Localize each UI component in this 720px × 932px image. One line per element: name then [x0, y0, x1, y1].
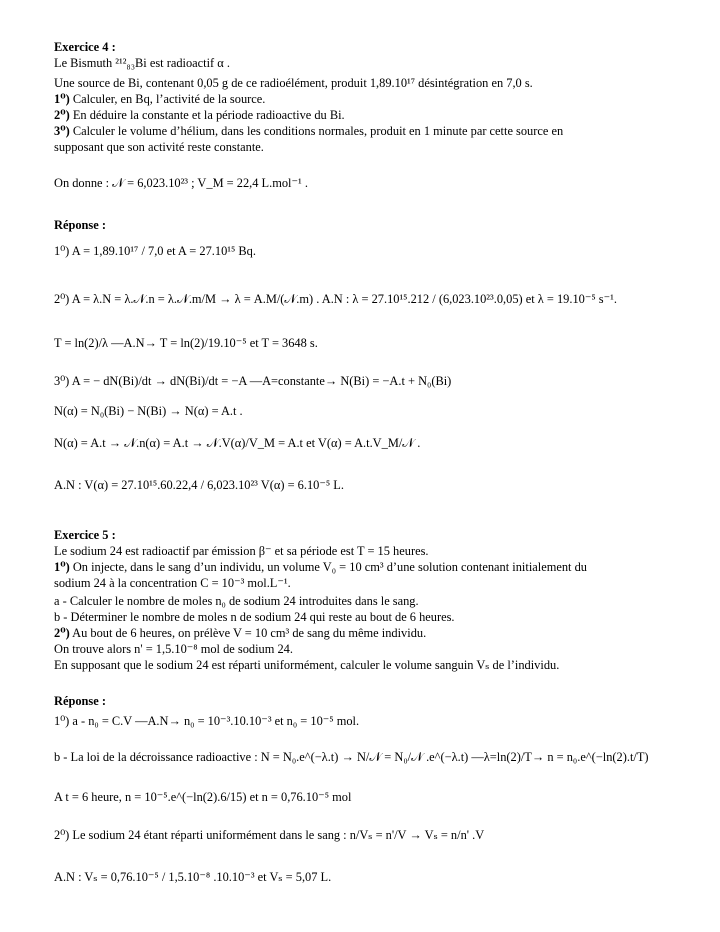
- exercise-4-intro: Le Bismuth ²¹²₈₃Bi est radioactif α .: [54, 56, 230, 70]
- answer-4-line-3: T = ln(2)/λ —A.N→ T = ln(2)/19.10⁻⁵ et T = 3648 s.: [54, 336, 318, 350]
- question-text: En déduire la constante et la période radioactive du Bi.: [69, 108, 345, 122]
- question-number: 3⁰): [54, 124, 70, 138]
- exercise-4-question-3-cont: supposant que son activité reste constante.: [54, 140, 264, 154]
- question-number: 2⁰): [54, 626, 70, 640]
- exercise-5-question-2-cont: On trouve alors n' = 1,5.10⁻⁸ mol de sodium 24.: [54, 642, 293, 656]
- answer-5-line-5: A.N : Vₛ = 0,76.10⁻⁵ / 1,5.10⁻⁸ .10.10⁻³ et Vₛ = 5,07 L.: [54, 870, 332, 884]
- exercise-5-question-2: [54, 626, 680, 641]
- question-text: Au bout de 6 heures, on prélève V = 10 cm³ de sang du même individu.: [69, 626, 427, 640]
- answer-4-line-4: 3⁰) A = − dN(Bi)/dt → dN(Bi)/dt = −A —A=constante→ N(Bi) = −A.t + N₀(Bi): [54, 374, 452, 388]
- exercise-4-statement: Une source de Bi, contenant 0,05 g de ce radioélément, produit 1,89.10¹⁷ désintégration en 7,0 s.: [54, 76, 533, 90]
- exercise-4-question-3: [54, 124, 680, 139]
- answer-5-line-3: A t = 6 heure, n = 10⁻⁵.e^(−ln(2).6/15) et n = 0,76.10⁻⁵ mol: [54, 790, 352, 804]
- exercise-5-question-2-end: En supposant que le sodium 24 est réparti uniformément, calculer le volume sanguin Vₛ de l’individu.: [54, 658, 560, 672]
- answer-5-line-2: b - La loi de la décroissance radioactive : N = N₀.e^(−λ.t) → N/𝒩 = N₀/𝒩 .e^(−λ.t) —λ=ln(2)/T→ n = n₀.e^(−ln(2).t/T): [54, 750, 649, 764]
- question-number: 2⁰): [54, 108, 70, 122]
- exercise-4-given-data: On donne : 𝒩 = 6,023.10²³ ; V_M = 22,4 L.mol⁻¹ .: [54, 176, 308, 190]
- exercise-5-intro: Le sodium 24 est radioactif par émission β⁻ et sa période est T = 15 heures.: [54, 544, 429, 558]
- answer-4-title: Réponse :: [54, 218, 106, 232]
- answer-5-title: Réponse :: [54, 694, 106, 708]
- exercise-4-question-2: [54, 108, 680, 123]
- answer-4-line-1: 1⁰) A = 1,89.10¹⁷ / 7,0 et A = 27.10¹⁵ Bq.: [54, 244, 256, 258]
- exercise-5-question-1: [54, 560, 680, 575]
- exercise-4-question-1: [54, 92, 680, 107]
- question-number: 1⁰): [54, 560, 70, 574]
- exercise-4-title: Exercice 4 :: [54, 40, 116, 54]
- question-text: Calculer, en Bq, l’activité de la source.: [69, 92, 266, 106]
- exercise-5-question-1-cont: sodium 24 à la concentration C = 10⁻³ mol.L⁻¹.: [54, 576, 291, 590]
- answer-4-line-6: N(α) = A.t → 𝒩.n(α) = A.t → 𝒩.V(α)/V_M = A.t et V(α) = A.t.V_M/𝒩 .: [54, 436, 421, 450]
- exercise-5-question-b: b - Déterminer le nombre de moles n de sodium 24 qui reste au bout de 6 heures.: [54, 610, 455, 624]
- answer-5-line-1: 1⁰) a - n₀ = C.V —A.N→ n₀ = 10⁻³.10.10⁻³ et n₀ = 10⁻⁵ mol.: [54, 714, 360, 728]
- exercise-5-title: Exercice 5 :: [54, 528, 116, 542]
- question-number: 1⁰): [54, 92, 70, 106]
- question-text: On injecte, dans le sang d’un individu, un volume V₀ = 10 cm³ d’une solution contenant initialement du: [69, 560, 587, 574]
- answer-5-line-4: 2⁰) Le sodium 24 étant réparti uniformément dans le sang : n/Vₛ = n'/V → Vₛ = n/n' .V: [54, 828, 485, 842]
- answer-4-line-2: 2⁰) A = λ.N = λ.𝒩.n = λ.𝒩.m/M → λ = A.M/(𝒩.m) . A.N : λ = 27.10¹⁵.212 / (6,023.10²³.0,05) et λ = 19.10⁻⁵ s⁻¹.: [54, 292, 617, 306]
- answer-4-line-7: A.N : V(α) = 27.10¹⁵.60.22,4 / 6,023.10²³ V(α) = 6.10⁻⁵ L.: [54, 478, 344, 492]
- question-text: Calculer le volume d’hélium, dans les conditions normales, produit en 1 minute par cette source en: [69, 124, 564, 138]
- answer-4-line-5: N(α) = N₀(Bi) − N(Bi) → N(α) = A.t .: [54, 404, 243, 418]
- exercise-5-question-a: a - Calculer le nombre de moles n₀ de sodium 24 introduites dans le sang.: [54, 594, 419, 608]
